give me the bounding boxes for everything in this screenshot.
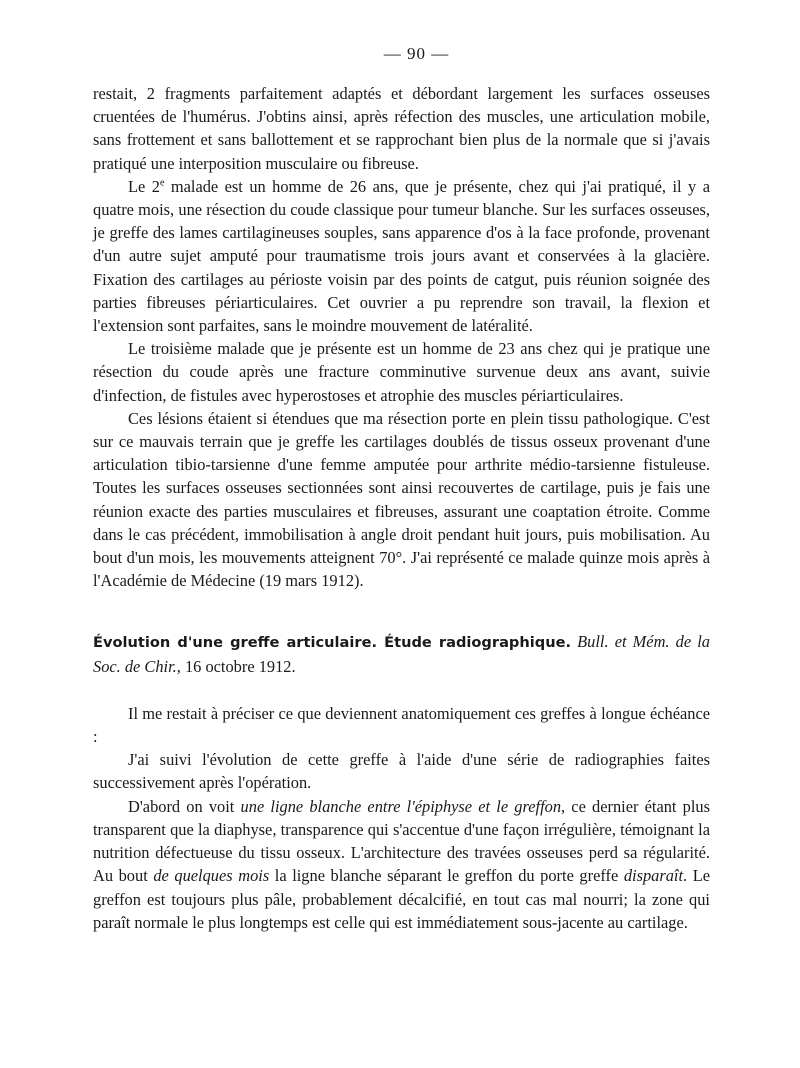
text-run: Ces lésions étaient si étendues que ma résection porte en plein tissu pathologique. C'est sur ce mauvais terrain que je greffe les cartilages doublés de tissus osseux provenant d'une articulation tibio-tarsienne d'une femme amputée pour arthrite médio-tarsienne fistuleuse. Toutes les surfaces osseuses sectionnées sont ainsi recouvertes de cartilage, puis je fais une réunion exacte des parties musculaires et fibreuses, assurant une coaptation étroite. Comme dans le cas précédent, immobilisation à angle droit pendant huit jours, puis mobilisation. Au bout d'un mois, les mouvements atteignent 70°. J'ai représenté ce malade quinze mois après à l'Académie de Médecine (19 mars 1912). <box>93 408 710 591</box>
text-run: la ligne blanche séparant le greffon du porte greffe <box>269 866 624 886</box>
paragraph <box>93 795 710 934</box>
page-number: — 90 — <box>383 44 450 63</box>
text-run: J'ai suivi l'évolution de cette greffe à l'aide d'une série de radiographies faites successivement après l'opération. <box>93 750 710 793</box>
body-text-upper <box>93 82 710 592</box>
paragraph <box>93 82 710 175</box>
superscript: e <box>159 177 165 189</box>
italic-text: disparaît <box>623 866 684 886</box>
paragraph <box>93 337 710 407</box>
paragraph <box>93 748 710 794</box>
text-run: , ce dernier étant plus transparent que la diaphyse, transparence qui s'accentue d'une façon irrégulière, témoignant la nutrition défectueuse du tissu osseux. L'architecture des travées osseuses perd sa régularité. Au bout <box>93 796 710 886</box>
citation-journal: Bull. et Mém. de la Soc. de Chir. <box>93 632 710 676</box>
text-run: malade est un homme de 26 ans, que je présente, chez qui j'ai pratiqué, il y a quatre mois, une résection du coude classique pour tumeur blanche. Sur les surfaces osseuses, je greffe des lames cartilagineuses souples, sans apparence d'os à la face profonde, provenant d'un autre sujet amputé pour traumatisme trois jours avant et conservées à la glacière. Fixation des cartilages au périoste voisin par des points de catgut, puis réunion soignée des parties fibreuses périarticulaires. Cet ouvrier a pu reprendre son travail, la flexion et l'extension sont parfaites, sans le moindre mouvement de latéralité. <box>93 176 710 336</box>
text-run: Le 2 <box>128 176 160 196</box>
section-heading <box>93 630 710 677</box>
section-title: Évolution d'une greffe articulaire. Étude radiographique. <box>93 634 572 652</box>
text-run: restait, 2 fragments parfaitement adaptés et débordant largement les surfaces osseuses cruentées de l'humérus. J'obtins ainsi, après réfection des muscles, une articulation mobile, sans frottement et sans ballottement et se rapprochant bien plus de la normale que si j'avais pratiqué une interposition musculaire ou fibreuse. <box>93 84 710 173</box>
text-run: Il me restait à préciser ce que deviennent anatomiquement ces greffes à longue échéance : <box>93 703 710 747</box>
text-run: . Le greffon est toujours plus pâle, probablement décalcifié, en tout cas mal nourri; la zone qui paraît normale le plus longtemps est celle qui est immédiatement sous-jacente au cartilage. <box>93 866 710 932</box>
paragraph <box>93 175 710 337</box>
citation-date: , 16 octobre 1912. <box>176 656 296 676</box>
body-text-lower <box>93 702 710 934</box>
paragraph <box>93 407 710 593</box>
paragraph <box>93 702 710 748</box>
italic-text: une ligne blanche entre l'épiphyse et le greffon <box>240 796 562 816</box>
text-run: D'abord on voit <box>128 796 241 816</box>
text-run: Le troisième malade que je présente est un homme de 23 ans chez qui je pratique une résection du coude après une fracture comminutive survenue deux ans avant, suivie d'infection, de fistules avec hyperostoses et atrophie des muscles périarticulaires. <box>93 339 710 405</box>
italic-text: de quelques mois <box>153 866 270 886</box>
